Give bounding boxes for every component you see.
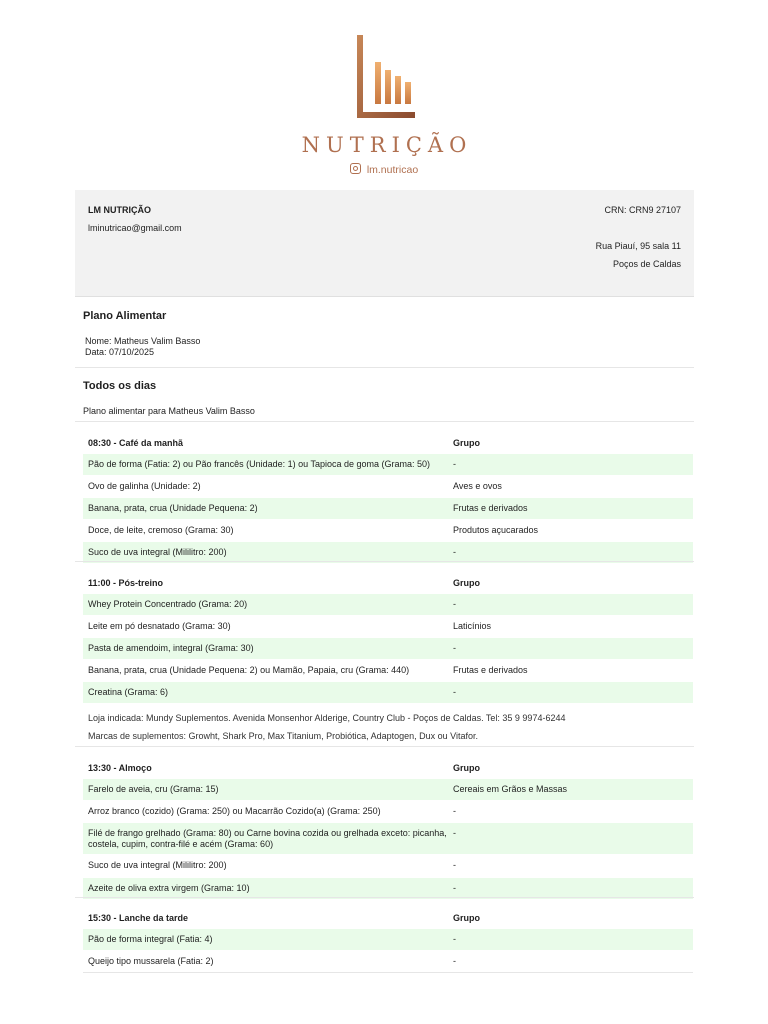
table-row — [83, 778, 693, 800]
meal-header — [83, 756, 693, 778]
table-row — [83, 593, 693, 615]
group-header: Grupo — [453, 438, 480, 448]
food-cell: Pão de forma integral (Fatia: 4) — [88, 934, 213, 944]
table-row — [83, 615, 693, 637]
table-row — [83, 497, 693, 519]
plan-date: Data: 07/10/2025 — [85, 347, 155, 357]
group-cell: Frutas e derivados — [453, 665, 528, 675]
instagram-handle-text: lm.nutricao — [366, 164, 419, 176]
table-row — [83, 928, 693, 950]
table-row — [83, 822, 693, 854]
crn-number: CRN: CRN9 27107 — [604, 205, 681, 215]
patient-name: Nome: Matheus Valim Basso — [85, 336, 201, 346]
food-cell: Suco de uva integral (Mililitro: 200) — [88, 860, 227, 870]
food-cell: Leite em pó desnatado (Grama: 30) — [88, 621, 231, 631]
divider — [75, 367, 694, 368]
divider — [75, 421, 694, 422]
food-cell: Filé de frango grelhado (Grama: 80) ou Carne bovina cozida ou grelhada exceto: picanha, costela, cupim, contra-filé e acém (Grama: 60) — [88, 828, 447, 849]
group-cell: Aves e ovos — [453, 481, 502, 491]
table-row — [83, 877, 693, 899]
day-title: Todos os dias — [83, 380, 157, 392]
meal-title: 13:30 - Almoço — [88, 763, 152, 773]
food-cell: Ovo de galinha (Unidade: 2) — [88, 481, 201, 491]
meal-header — [83, 906, 693, 928]
group-cell: Produtos açucarados — [453, 525, 539, 535]
logo-area — [0, 0, 768, 190]
company-city: Poços de Caldas — [612, 259, 681, 269]
store-note: Loja indicada: Mundy Suplementos. Avenida Monsenhor Alderige, Country Club - Poços de Caldas. Tel: 35 9 9974-6244 — [88, 713, 566, 723]
food-cell: Farelo de aveia, cru (Grama: 15) — [88, 784, 219, 794]
group-cell: - — [453, 599, 456, 609]
group-header: Grupo — [453, 578, 480, 588]
brands-note: Marcas de suplementos: Growht, Shark Pro, Max Titanium, Probiótica, Adaptogen, Dux ou Vitafor. — [88, 731, 479, 741]
meal-title: 15:30 - Lanche da tarde — [88, 913, 189, 923]
meal-table — [83, 756, 693, 899]
group-cell: - — [453, 643, 456, 653]
group-cell: Frutas e derivados — [453, 503, 528, 513]
food-cell: Banana, prata, crua (Unidade Pequena: 2) — [88, 503, 258, 513]
plan-title: Plano Alimentar — [83, 310, 167, 322]
meal-table — [83, 906, 693, 973]
table-row — [83, 519, 693, 541]
food-cell: Pão de forma (Fatia: 2) ou Pão francês (Unidade: 1) ou Tapioca de goma (Grama: 50) — [88, 459, 431, 469]
group-cell: - — [453, 883, 456, 893]
food-cell: Queijo tipo mussarela (Fatia: 2) — [88, 956, 214, 966]
group-cell: - — [453, 956, 456, 966]
table-row — [83, 659, 693, 681]
lm-logo-icon — [340, 30, 430, 125]
group-header: Grupo — [453, 763, 480, 773]
meal-header — [83, 571, 693, 593]
group-cell: - — [453, 828, 456, 838]
table-row — [83, 453, 693, 475]
table-row — [83, 681, 693, 703]
instagram-icon — [350, 163, 361, 174]
food-cell: Doce, de leite, cremoso (Grama: 30) — [88, 525, 234, 535]
food-cell: Whey Protein Concentrado (Grama: 20) — [88, 599, 248, 609]
meal-header — [83, 431, 693, 453]
group-cell: Laticínios — [453, 621, 492, 631]
food-cell: Arroz branco (cozido) (Grama: 250) ou Macarrão Cozido(a) (Grama: 250) — [88, 806, 381, 816]
food-cell: Azeite de oliva extra virgem (Grama: 10) — [88, 883, 250, 893]
meal-title: 11:00 - Pós-treino — [88, 578, 164, 588]
table-row — [83, 854, 693, 877]
group-cell: - — [453, 934, 456, 944]
table-row — [83, 800, 693, 822]
group-cell: - — [453, 806, 456, 816]
food-cell: Pasta de amendoim, integral (Grama: 30) — [88, 643, 254, 653]
meal-title: 08:30 - Café da manhã — [88, 438, 184, 448]
food-cell: Banana, prata, crua (Unidade Pequena: 2) ou Mamão, Papaia, cru (Grama: 440) — [88, 665, 410, 675]
meal-table — [83, 431, 693, 563]
group-cell: - — [453, 687, 456, 697]
table-row — [83, 950, 693, 973]
divider — [75, 897, 694, 898]
company-email: lminutricao@gmail.com — [88, 223, 182, 233]
brand-wordmark: NUTRIÇÃO — [301, 133, 473, 157]
food-cell: Creatina (Grama: 6) — [88, 687, 169, 697]
company-name: LM NUTRIÇÃO — [88, 205, 151, 215]
food-cell: Suco de uva integral (Mililitro: 200) — [88, 547, 227, 557]
divider — [75, 561, 694, 562]
table-row — [83, 475, 693, 497]
company-address: Rua Piauí, 95 sala 11 — [595, 241, 681, 251]
table-row — [83, 637, 693, 659]
instagram-handle — [0, 163, 768, 176]
clinic-header — [75, 190, 694, 297]
day-description: Plano alimentar para Matheus Valim Basso — [83, 406, 255, 416]
meal-table — [83, 571, 693, 703]
group-cell: - — [453, 459, 456, 469]
divider — [75, 746, 694, 747]
group-header: Grupo — [453, 913, 480, 923]
group-cell: Cereais em Grãos e Massas — [453, 784, 568, 794]
group-cell: - — [453, 860, 456, 870]
table-row — [83, 541, 693, 563]
group-cell: - — [453, 547, 456, 557]
